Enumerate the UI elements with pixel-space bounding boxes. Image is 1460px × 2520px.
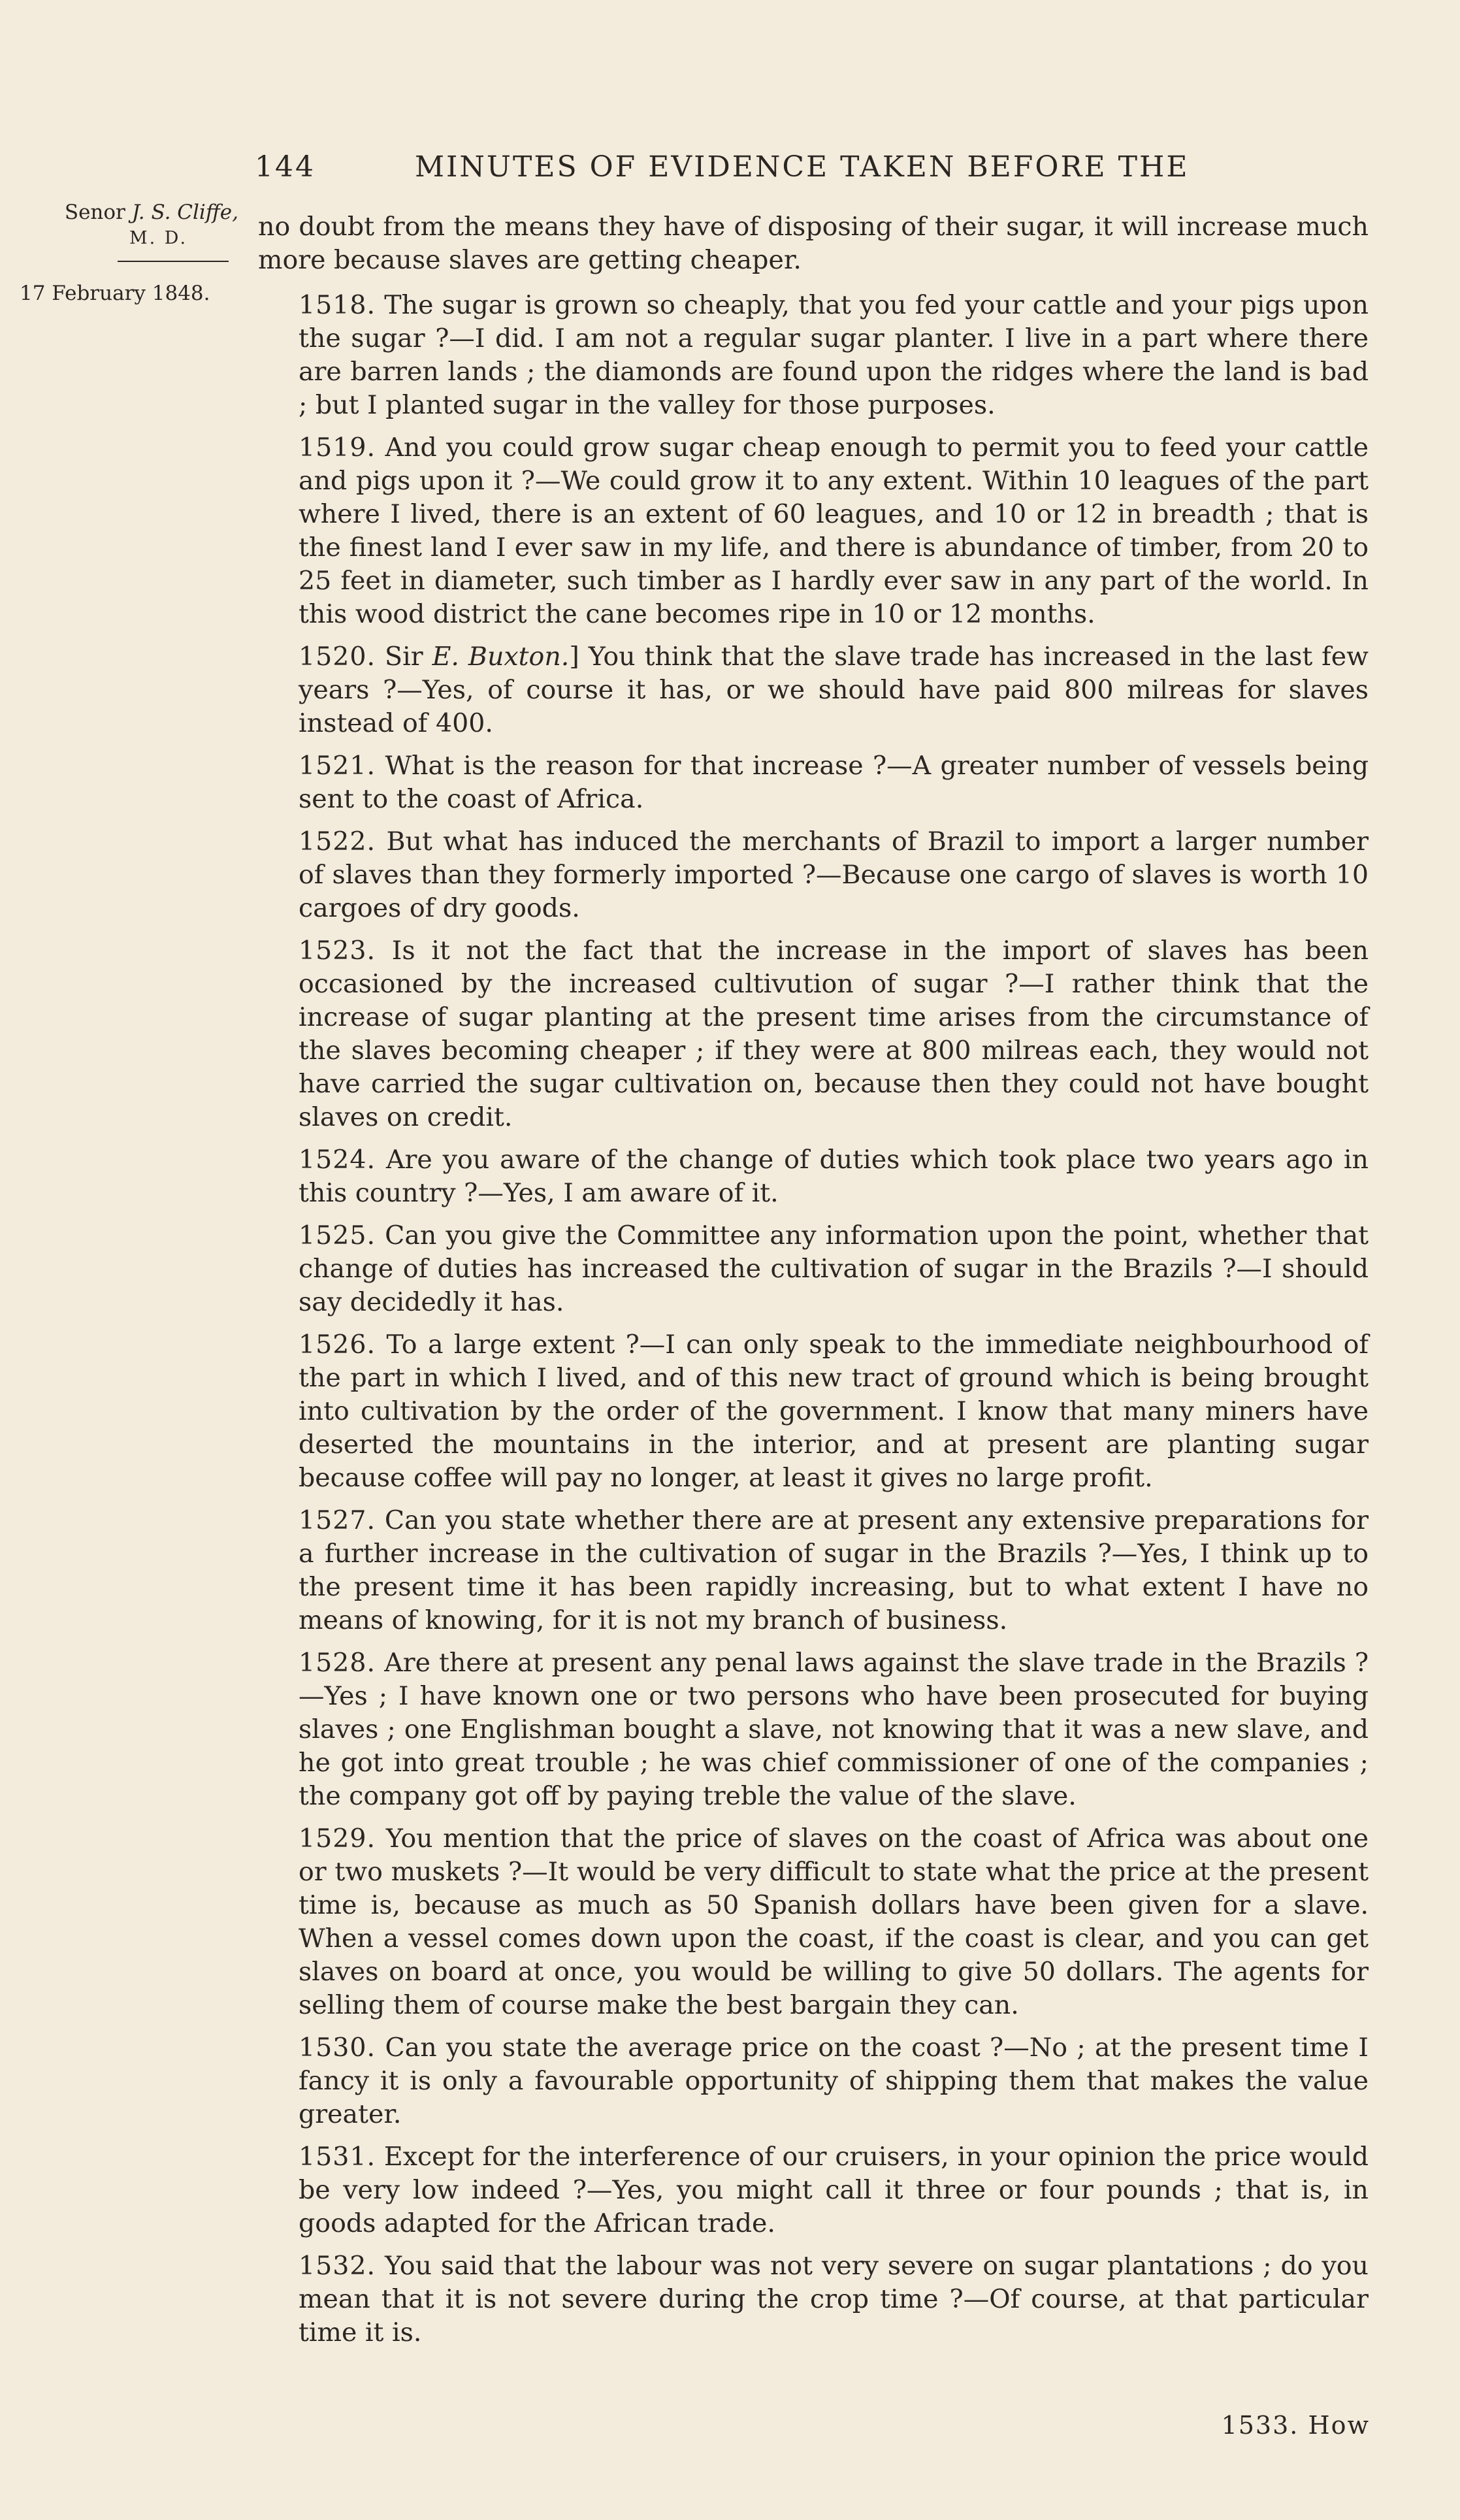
question-text: But what has induced the merchants of Brazil to import a larger number of slaves than they formerly imported ?—Because one cargo of slaves is worth 10 cargoes of dry goods. (299, 826, 1369, 923)
question-text: ] You think that the slave trade has increased in the last few years ?—Yes, of course it has, or we should have paid 800 milreas for slaves instead of 400. (299, 642, 1369, 738)
hearing-date: 17 February 1848. (20, 282, 210, 305)
page-header (235, 145, 1359, 191)
question-number: 1532. (299, 2251, 376, 2281)
continuation-paragraph: no doubt from the means they have of disposing of their sugar, it will increase much more because slaves are getting cheaper. (258, 212, 1369, 275)
question-paragraph (258, 934, 1369, 1134)
question-number: 1521. (299, 751, 376, 781)
catchword: 1533. How (1221, 2411, 1370, 2440)
question-text: Can you give the Committee any information upon the point, whether that change of duties has increased the cultivation of sugar in the Brazils ?—I should say decidedly it has. (299, 1220, 1369, 1317)
witness-prefix: Senor (64, 201, 125, 224)
witness-name: J. S. Cliffe, (131, 201, 238, 224)
question-paragraph (258, 1822, 1369, 2022)
page-number: 144 (255, 150, 316, 184)
witness-note (20, 199, 245, 252)
question-text: Can you state whether there are at present any extensive preparations for a further increase in the cultivation of sugar in the Brazils ?—Yes, I think up to the present time it has been rapidly increasing, but to what extent I have no means of knowing, for it is not my branch of business. (299, 1505, 1369, 1635)
question-text: Can you state the average price on the coast ?—No ; at the present time I fancy it is only a favourable opportunity of shipping them that makes the value greater. (299, 2033, 1369, 2129)
question-number: 1528. (299, 1648, 376, 1678)
question-paragraph (258, 1219, 1369, 1319)
question-text: What is the reason for that increase ?—A greater number of vessels being sent to the coast of Africa. (299, 751, 1369, 814)
question-paragraph (258, 825, 1369, 925)
question-text: Except for the interference of our cruisers, in your opinion the price would be very low indeed ?—Yes, you might call it three or four pounds ; that is, in goods adapted for the African trade. (299, 2142, 1369, 2238)
question-number: 1530. (299, 2033, 376, 2063)
question-text: You said that the labour was not very severe on sugar plantations ; do you mean that it is not severe during the crop time ?—Of course, at that particular time it is. (299, 2251, 1369, 2348)
question-text: Are there at present any penal laws against the slave trade in the Brazils ?—Yes ; I have known one or two persons who have been prosecuted for buying slaves ; one Englishman bought a slave, not knowing that it was a new slave, and he got into great trouble ; he was chief commissioner of one of the companies ; the company got off by paying treble the value of the slave. (299, 1648, 1369, 1811)
question-number: 1518. (299, 290, 376, 320)
question-number: 1520. (299, 642, 376, 672)
question-text: The sugar is grown so cheaply, that you fed your cattle and your pigs upon the sugar ?—I did. I am not a regular sugar planter. I live in a part where there are barren lands ; the diamonds are found upon the ridges where the land is bad ; but I planted sugar in the valley for those purposes. (299, 290, 1369, 420)
question-paragraph (258, 1143, 1369, 1210)
question-number: 1529. (299, 1824, 376, 1854)
question-text: Are you aware of the change of duties which took place two years ago in this country ?—Yes, I am aware of it. (299, 1145, 1369, 1208)
question-paragraph (258, 1646, 1369, 1813)
question-text: Is it not the fact that the increase in the import of slaves has been occasioned by the increased cultivution of sugar ?—I rather think that the increase of sugar planting at the present time arises from the circumstance of the slaves becoming cheaper ; if they were at 800 milreas each, they would not have carried the sugar cultivation on, because then they could not have bought slaves on credit. (299, 936, 1369, 1132)
question-number: 1523. (299, 936, 376, 966)
question-number: 1524. (299, 1145, 376, 1175)
question-paragraph (258, 749, 1369, 816)
question-paragraph (258, 1328, 1369, 1495)
question-text: To a large extent ?—I can only speak to the immediate neighbourhood of the part in which I lived, and of this new tract of ground which is being brought into cultivation by the order of the government. I know that many miners have deserted the mountains in the interior, and at present are planting sugar because coffee will pay no longer, at least it gives no large profit. (299, 1330, 1369, 1493)
question-paragraph (258, 289, 1369, 422)
running-title: MINUTES OF EVIDENCE TAKEN BEFORE THE (415, 150, 1190, 184)
question-number: 1522. (299, 826, 376, 857)
question-number: 1531. (299, 2142, 376, 2172)
witness-degree: M. D. (129, 228, 188, 248)
question-list (258, 289, 1369, 2349)
margin-rule (118, 261, 229, 262)
question-text: And you could grow sugar cheap enough to permit you to feed your cattle and pigs upon it ?—We could grow it to any extent. Within 10 leagues of the part where I lived, there is an extent of 60 leagues, and 10 or 12 in breadth ; that is the finest land I ever saw in my life, and there is abundance of timber, from 20 to 25 feet in diameter, such timber as I hardly ever saw in any part of the world. In this wood district the cane becomes ripe in 10 or 12 months. (299, 433, 1369, 629)
question-paragraph (258, 1504, 1369, 1637)
question-number: 1527. (299, 1505, 376, 1535)
speaker-prefix: Sir (385, 642, 423, 672)
question-paragraph (258, 2140, 1369, 2240)
question-text: You mention that the price of slaves on the coast of Africa was about one or two muskets ?—It would be very difficult to state what the price at the present time is, because as much as 50 Spanish dollars have been given for a slave. When a vessel comes down upon the coast, if the coast is clear, and you can get slaves on board at once, you would be willing to give 50 dollars. The agents for selling them of course make the best bargain they can. (299, 1824, 1369, 2020)
question-number: 1525. (299, 1220, 376, 1251)
question-paragraph (258, 2031, 1369, 2131)
margin-notes (20, 199, 245, 306)
question-paragraph (258, 431, 1369, 631)
question-number: 1519. (299, 433, 376, 463)
evidence-text (258, 210, 1369, 2359)
question-paragraph (258, 2250, 1369, 2349)
question-number: 1526. (299, 1330, 376, 1360)
question-paragraph (258, 640, 1369, 740)
speaker-name: E. Buxton. (432, 642, 570, 672)
